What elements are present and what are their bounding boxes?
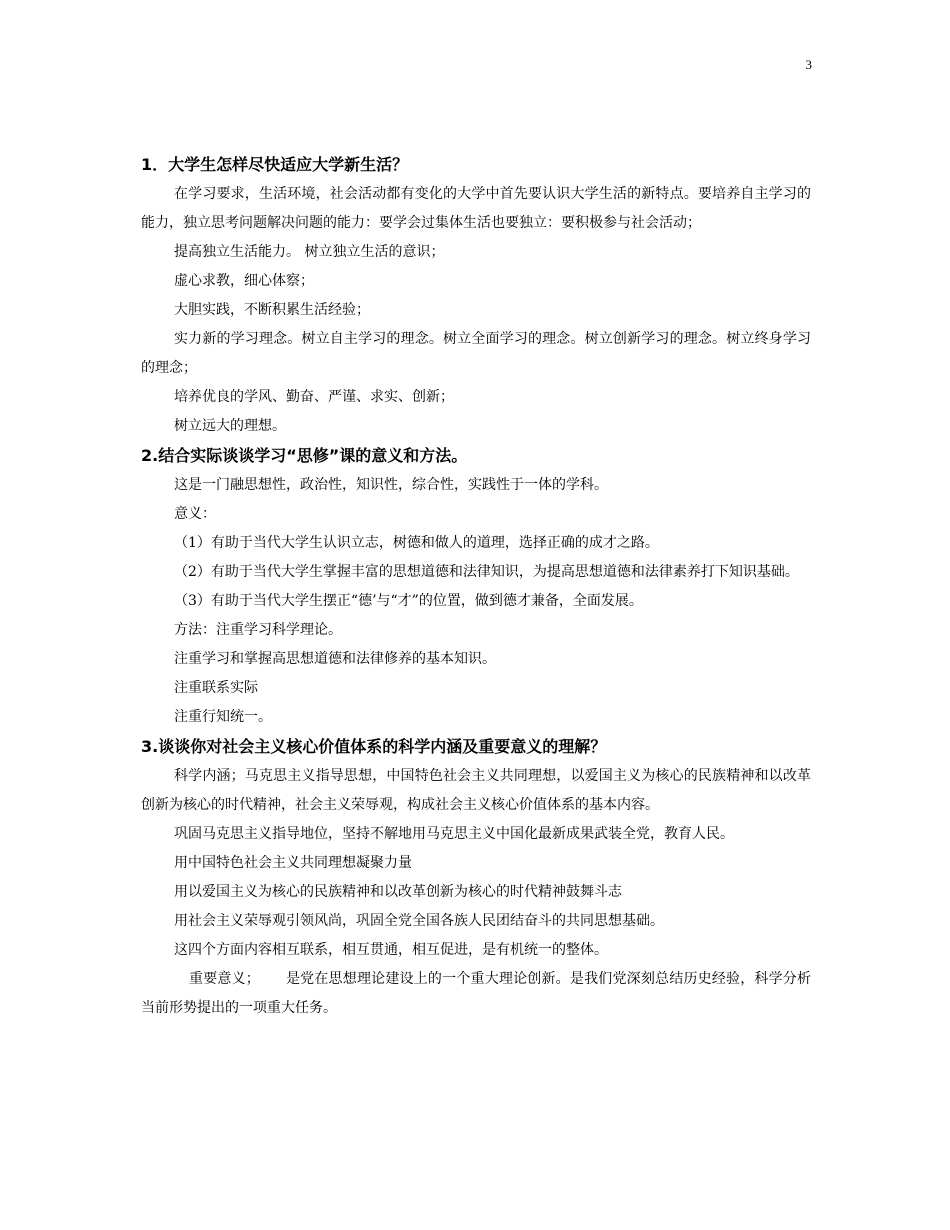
paragraph: 提高独立生活能力。 树立独立生活的意识； bbox=[174, 244, 445, 260]
section-3 bbox=[141, 732, 811, 1023]
document-body bbox=[141, 150, 811, 1023]
paragraph: 注重学习和掌握高思想道德和法律修养的基本知识。 bbox=[174, 651, 496, 667]
significance-text: 是党在思想理论建设上的一个重大理论创新。是我们党深刻总结历史经验，科学分析当前形势提出的一项重大任务。 bbox=[141, 971, 811, 1016]
paragraph: 科学内涵；马克思主义指导思想，中国特色社会主义共同理想，以爱国主义为核心的民族精神和以改革创新为核心的时代精神，社会主义荣辱观，构成社会主义核心价值体系的基本内容。 bbox=[141, 768, 811, 813]
paragraph: 意义： bbox=[174, 506, 216, 522]
paragraph: 用社会主义荣辱观引领风尚，巩固全党全国各族人民团结奋斗的共同思想基础。 bbox=[174, 913, 664, 929]
paragraph: 在学习要求，生活环境，社会活动都有变化的大学中首先要认识大学生活的新特点。要培养自主学习的能力，独立思考问题解决问题的能力：要学会过集体生活也要独立：要积极参与社会活动； bbox=[141, 186, 811, 231]
paragraph: 虚心求教，细心体察； bbox=[174, 273, 314, 289]
paragraph: 这四个方面内容相互联系，相互贯通，相互促进，是有机统一的整体。 bbox=[174, 942, 608, 958]
section-1 bbox=[141, 150, 811, 441]
question-heading: 1．大学生怎样尽快适应大学新生活？ bbox=[141, 155, 409, 174]
page-number: 3 bbox=[805, 57, 812, 72]
paragraph: 实力新的学习理念。树立自主学习的理念。树立全面学习的理念。树立创新学习的理念。树立终身学习的理念； bbox=[141, 331, 811, 376]
paragraph: 大胆实践，不断积累生活经验； bbox=[174, 302, 370, 318]
question-heading: 3.谈谈你对社会主义核心价值体系的科学内涵及重要意义的理解？ bbox=[141, 737, 607, 756]
paragraph: （1）有助于当代大学生认识立志，树德和做人的道理，选择正确的成才之路。 bbox=[174, 535, 659, 551]
paragraph: 巩固马克思主义指导地位，坚持不解地用马克思主义中国化最新成果武装全党，教育人民。 bbox=[174, 826, 734, 842]
paragraph: 用中国特色社会主义共同理想凝聚力量 bbox=[174, 855, 412, 871]
section-2 bbox=[141, 441, 811, 732]
significance-paragraph bbox=[141, 965, 811, 1023]
paragraph: （3）有助于当代大学生摆正“德’与“才”的位置，做到德才兼备，全面发展。 bbox=[174, 593, 643, 609]
paragraph: （2）有助于当代大学生掌握丰富的思想道德和法律知识，为提高思想道德和法律素养打下知识基础。 bbox=[174, 564, 799, 580]
paragraph: 方法：注重学习科学理论。 bbox=[174, 622, 342, 638]
paragraph: 树立远大的理想。 bbox=[174, 418, 286, 434]
paragraph: 这是一门融思想性，政治性，知识性，综合性，实践性于一体的学科。 bbox=[174, 477, 608, 493]
paragraph: 注重联系实际 bbox=[174, 680, 258, 696]
paragraph: 注重行知统一。 bbox=[174, 709, 272, 725]
paragraph: 用以爱国主义为核心的民族精神和以改革创新为核心的时代精神鼓舞斗志 bbox=[174, 884, 622, 900]
paragraph: 培养优良的学风、勤奋、严谨、求实、创新； bbox=[174, 389, 454, 405]
significance-label: 重要意义； bbox=[189, 971, 260, 987]
question-heading: 2.结合实际谈谈学习“思修”课的意义和方法。 bbox=[141, 446, 468, 465]
